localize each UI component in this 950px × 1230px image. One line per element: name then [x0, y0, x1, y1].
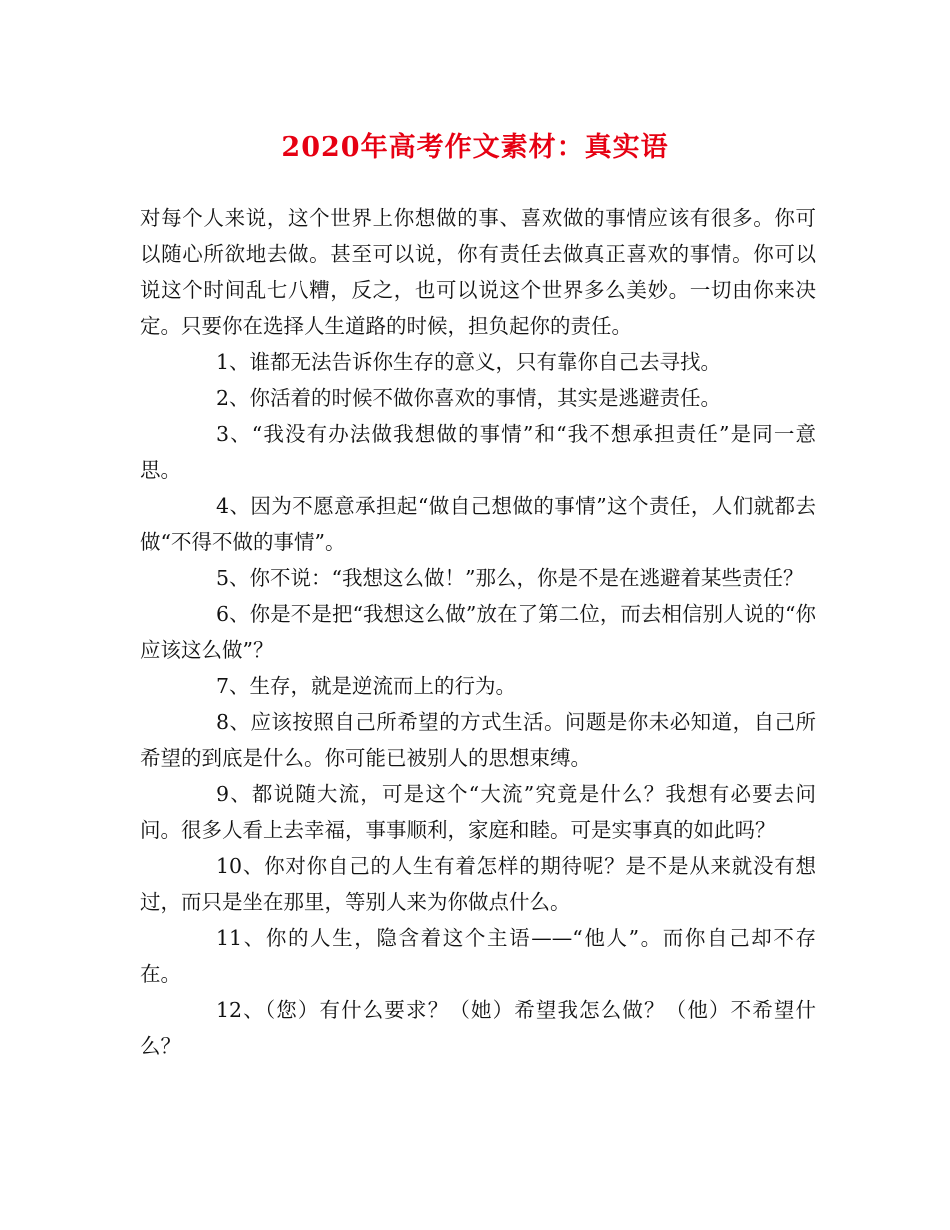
list-item: 1、谁都无法告诉你生存的意义，只有靠你自己去寻找。: [216, 350, 722, 374]
intro-paragraph: 对每个人来说，这个世界上你想做的事、喜欢做的事情应该有很多。你可以随心所欲地去做。甚至可以说，你有责任去做真正喜欢的事情。你可以说这个时间乱七八糟，反之，也可以说这个世界多么美妙。一切由你来决定。只要你在选择人生道路的时候，担负起你的责任。: [140, 206, 816, 338]
document-body: [140, 200, 816, 1064]
list-item: 5、你不说：“我想这么做！”那么，你是不是在逃避着某些责任？: [216, 566, 804, 590]
list-item: 11、你的人生，隐含着这个主语——“他人”。而你自己却不存在。: [140, 926, 816, 986]
list-item: 3、“我没有办法做我想做的事情”和“我不想承担责任”是同一意思。: [140, 422, 816, 482]
list-item: 2、你活着的时候不做你喜欢的事情，其实是逃避责任。: [216, 386, 722, 410]
document-title: 2020年高考作文素材：真实语: [281, 132, 669, 163]
list-item: 7、生存，就是逆流而上的行为。: [216, 674, 517, 698]
list-item: 10、你对你自己的人生有着怎样的期待呢？是不是从来就没有想过，而只是坐在那里，等别人来为你做点什么。: [140, 854, 816, 914]
list-item: 9、都说随大流，可是这个“大流”究竟是什么？我想有必要去问问。很多人看上去幸福，事事顺利，家庭和睦。可是实事真的如此吗？: [140, 782, 816, 842]
list-item: 12、（您）有什么要求？（她）希望我怎么做？（他）不希望什么？: [140, 998, 816, 1058]
list-item: 6、你是不是把“我想这么做”放在了第二位，而去相信别人说的“你应该这么做”？: [140, 602, 816, 662]
list-item: 4、因为不愿意承担起“做自己想做的事情”这个责任，人们就都去做“不得不做的事情”。: [140, 494, 816, 554]
list-item: 8、应该按照自己所希望的方式生活。问题是你未必知道，自己所希望的到底是什么。你可能已被别人的思想束缚。: [140, 710, 816, 770]
